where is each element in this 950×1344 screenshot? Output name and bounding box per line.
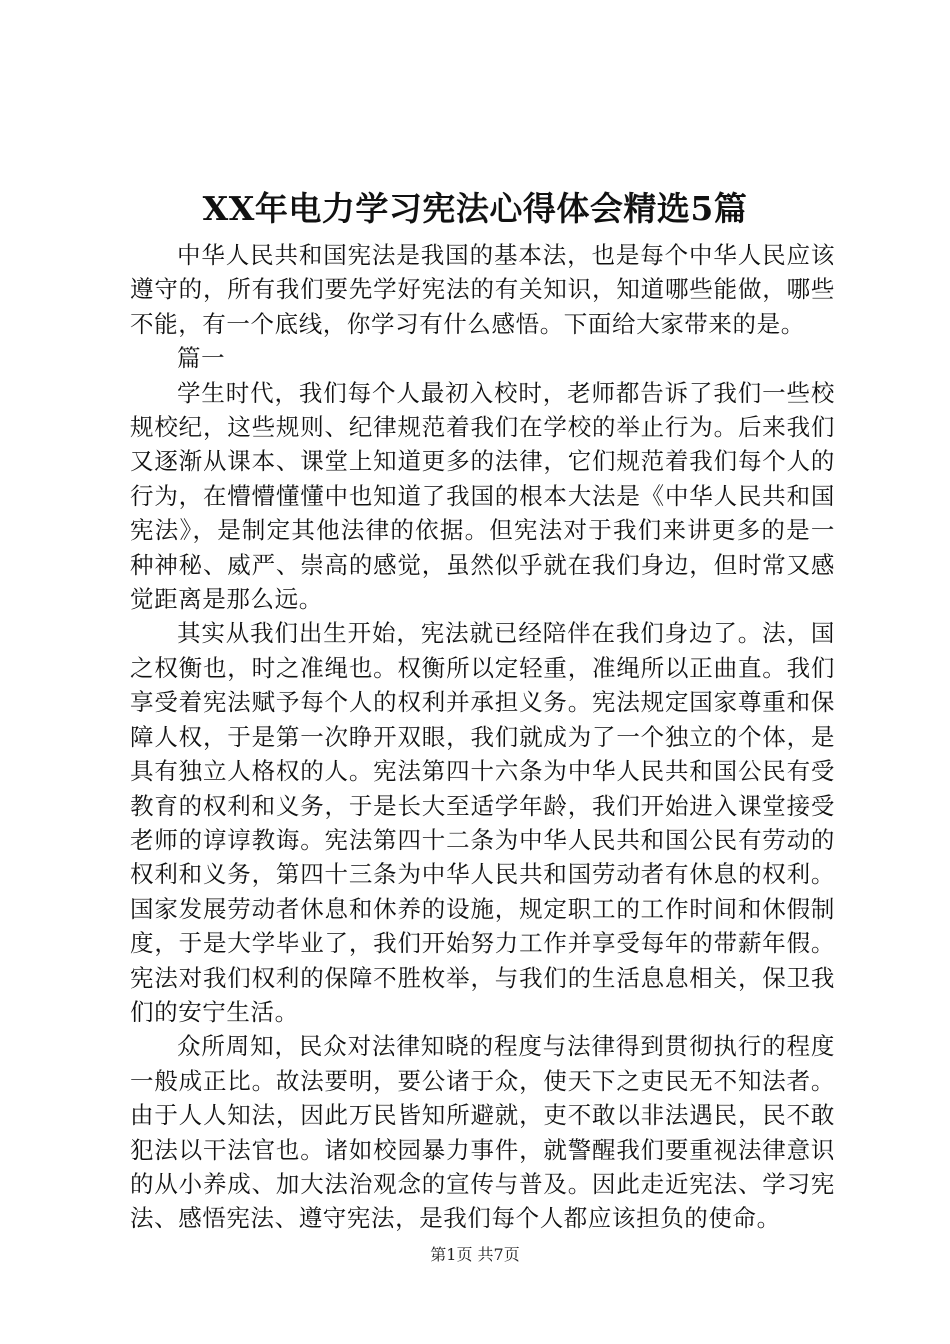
intro-paragraph: 中华人民共和国宪法是我国的基本法，也是每个中华人民应该遵守的，所有我们要先学好宪法的有关知识，知道哪些能做，哪些不能，有一个底线，你学习有什么感悟。下面给大家带来的是。	[130, 241, 835, 338]
body-paragraph: 众所周知，民众对法律知晓的程度与法律得到贯彻执行的程度一般成正比。故法要明，要公诸于众，使天下之吏民无不知法者。由于人人知法，因此万民皆知所避就，吏不敢以非法遇民，民不敢犯法以干法官也。诸如校园暴力事件，就警醒我们要重视法律意识的从小养成、加大法治观念的宣传与普及。因此走近宪法、学习宪法、感悟宪法、遵守宪法，是我们每个人都应该担负的使命。	[130, 1032, 835, 1233]
section-heading: 篇一	[177, 344, 226, 373]
body-paragraph: 其实从我们出生开始，宪法就已经陪伴在我们身边了。法，国之权衡也，时之准绳也。权衡所以定轻重，准绳所以正曲直。我们享受着宪法赋予每个人的权利并承担义务。宪法规定国家尊重和保障人权，于是第一次睁开双眼，我们就成为了一个独立的个体，是具有独立人格权的人。宪法第四十六条为中华人民共和国公民有受教育的权利和义务，于是长大至适学年龄，我们开始进入课堂接受老师的谆谆教诲。宪法第四十二条为中华人民共和国公民有劳动的权利和义务，第四十三条为中华人民共和国劳动者有休息的权利。国家发展劳动者休息和休养的设施，规定职工的工作时间和休假制度，于是大学毕业了，我们开始努力工作并享受每年的带薪年假。宪法对我们权利的保障不胜枚举，与我们的生活息息相关，保卫我们的安宁生活。	[130, 619, 835, 1026]
body-paragraph: 学生时代，我们每个人最初入校时，老师都告诉了我们一些校规校纪，这些规则、纪律规范着我们在学校的举止行为。后来我们又逐渐从课本、课堂上知道更多的法律，它们规范着我们每个人的行为，在懵懵懂懂中也知道了我国的根本大法是《中华人民共和国宪法》，是制定其他法律的依据。但宪法对于我们来讲更多的是一种神秘、威严、崇高的感觉，虽然似乎就在我们身边，但时常又感觉距离是那么远。	[130, 378, 835, 614]
page-footer: 第1页 共7页	[430, 1245, 520, 1264]
document-title: XX年电力学习宪法心得体会精选5篇	[202, 189, 748, 228]
document-body	[130, 238, 835, 1236]
